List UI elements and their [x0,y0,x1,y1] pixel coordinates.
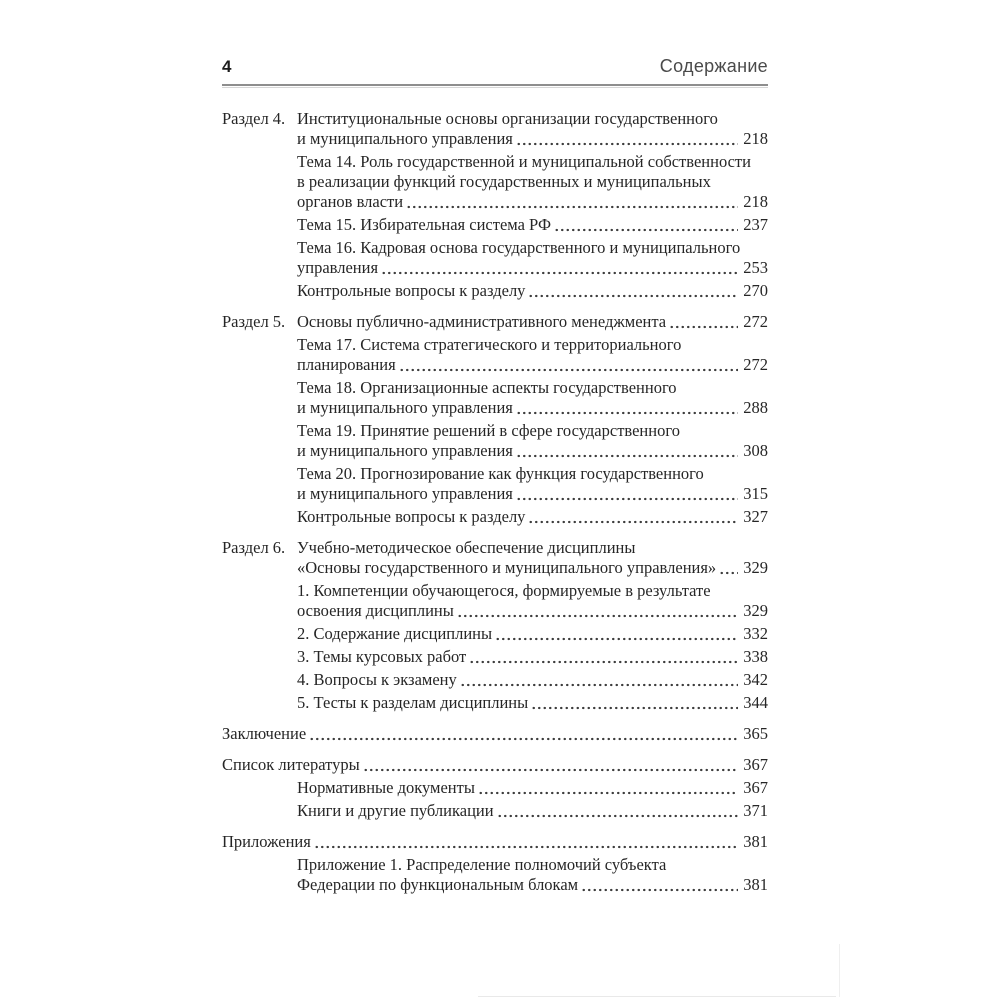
header-rule-shadow [222,87,768,88]
entry-line: Заключение [222,724,307,743]
page-ref: 344 [743,693,768,712]
page-ref: 272 [743,312,768,331]
page-ref: 329 [743,601,768,620]
page-ref: 367 [743,778,768,797]
dot-leader [581,875,738,895]
entry-label: Раздел 4. [222,109,286,128]
entry-line: Тема 20. Прогнозирование как функция государственного [297,464,704,483]
entry-line: 4. Вопросы к экзамену [297,670,457,689]
toc-entry-tema-19 [297,421,768,461]
entry-line: органов власти [297,192,404,211]
page-ref: 338 [743,647,768,666]
page-ref: 332 [743,624,768,643]
dot-leader [516,441,738,461]
toc-entry-control-questions-4 [297,281,768,301]
toc-entry-exam-questions [297,670,768,690]
dot-leader [460,670,739,690]
toc-entry-tema-15 [297,215,768,235]
page-ref: 288 [743,398,768,417]
entry-line: в реализации функций государственных и муниципальных [297,172,711,191]
page-ref: 342 [743,670,768,689]
dot-leader [554,215,738,235]
page-ref: 253 [743,258,768,277]
entry-line: Учебно-методическое обеспечение дисциплины [297,538,636,557]
page-edge-artifact [839,944,840,997]
page-ref: 371 [743,801,768,820]
toc-entry-tema-16 [297,238,768,278]
dot-leader [406,192,738,212]
toc-entry-section-6 [222,538,768,578]
page-ref: 329 [743,558,768,577]
entry-line: и муниципального управления [297,398,513,417]
page-ref: 237 [743,215,768,234]
header-rule [222,84,768,86]
dot-leader [719,558,738,578]
page-ref: 315 [743,484,768,503]
page-ref: 272 [743,355,768,374]
entry-line: Тема 14. Роль государственной и муниципальной собственности [297,152,751,171]
entry-line: управления [297,258,379,277]
dot-leader [528,281,738,301]
entry-line: планирования [297,355,396,374]
page-ref: 218 [743,192,768,211]
running-head [222,56,768,80]
dot-leader [495,624,738,644]
dot-leader [497,801,739,821]
entry-line: Тема 17. Система стратегического и территориального [297,335,682,354]
entry-line: Тема 16. Кадровая основа государственного и муниципального [297,238,741,257]
dot-leader [363,755,739,775]
toc-entry-tests [297,693,768,713]
entry-line: 1. Компетенции обучающегося, формируемые в результате [297,581,711,600]
dot-leader [531,693,738,713]
page-number: 4 [222,57,232,76]
dot-leader [457,601,738,621]
entry-line: Приложения [222,832,311,851]
dot-leader [516,398,738,418]
toc-entry-tema-17 [297,335,768,375]
dot-leader [469,647,738,667]
toc-entry-tema-18 [297,378,768,418]
entry-line: Контрольные вопросы к разделу [297,281,526,300]
page-content [222,56,768,895]
toc-entry-normative-documents [297,778,768,798]
toc-entry-bibliography [222,755,768,775]
entry-line: и муниципального управления [297,129,513,148]
entry-line: Тема 15. Избирательная система РФ [297,215,551,234]
page-ref: 218 [743,129,768,148]
dot-leader [669,312,738,332]
page-ref: 367 [743,755,768,774]
toc-entry-tema-20 [297,464,768,504]
page-ref: 381 [743,875,768,894]
dot-leader [478,778,738,798]
toc-entry-tema-14 [297,152,768,212]
page-ref: 270 [743,281,768,300]
toc-entry-section-4 [222,109,768,149]
toc-entry-appendices [222,832,768,852]
toc-entry-books-publications [297,801,768,821]
page-title: Содержание [659,56,768,76]
page-ref: 365 [743,724,768,743]
entry-line: Основы публично-административного менеджмента [297,312,667,331]
page-edge-artifact [478,996,836,997]
toc-list [222,109,768,895]
entry-line: Тема 18. Организационные аспекты государственного [297,378,677,397]
entry-line: и муниципального управления [297,484,513,503]
toc-entry-control-questions-5 [297,507,768,527]
entry-line: 2. Содержание дисциплины [297,624,493,643]
entry-line: 5. Тесты к разделам дисциплины [297,693,529,712]
dot-leader [381,258,738,278]
dot-leader [516,129,738,149]
page-ref: 308 [743,441,768,460]
entry-line: Федерации по функциональным блокам [297,875,579,894]
entry-line: Книги и другие публикации [297,801,494,820]
entry-label: Раздел 5. [222,312,286,331]
entry-line: Приложение 1. Распределение полномочий субъекта [297,855,667,874]
entry-line: «Основы государственного и муниципального управления» [297,558,717,577]
dot-leader [516,484,738,504]
dot-leader [399,355,739,375]
dot-leader [309,724,738,744]
toc-entry-appendix-1 [297,855,768,895]
page-ref: 327 [743,507,768,526]
toc-entry-conclusion [222,724,768,744]
entry-line: Список литературы [222,755,360,774]
toc-entry-coursework-topics [297,647,768,667]
page-ref: 381 [743,832,768,851]
entry-line: Институциональные основы организации государственного [297,109,718,128]
toc-entry-competencies [297,581,768,621]
toc-entry-section-5 [222,312,768,332]
entry-label: Раздел 6. [222,538,286,557]
entry-line: Тема 19. Принятие решений в сфере государственного [297,421,680,440]
toc-entry-discipline-content [297,624,768,644]
entry-line: Нормативные документы [297,778,475,797]
entry-line: 3. Темы курсовых работ [297,647,467,666]
entry-line: и муниципального управления [297,441,513,460]
dot-leader [528,507,738,527]
entry-line: Контрольные вопросы к разделу [297,507,526,526]
dot-leader [314,832,738,852]
entry-line: освоения дисциплины [297,601,454,620]
